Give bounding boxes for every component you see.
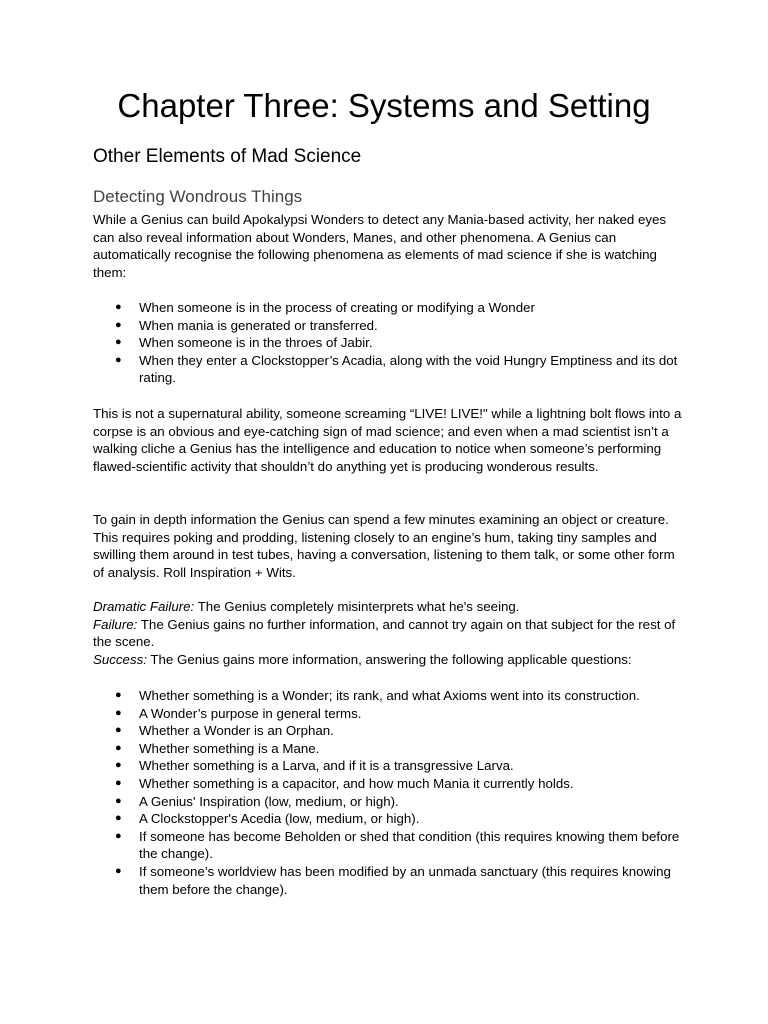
list-item-text: When someone is in the process of creating or modifying a Wonder — [139, 300, 535, 315]
bullet-icon: ● — [115, 301, 122, 313]
bullet-icon: ● — [115, 706, 122, 719]
failure-text: The Genius gains no further information, and cannot try again on that subject for the rest of the scene. — [93, 616, 676, 650]
list-item-text: When they enter a Clockstopper’s Acadia, along with the void Hungry Emptiness and its dot rating. — [139, 352, 678, 386]
list-item — [93, 740, 683, 758]
paragraph-text: To gain in depth information the Genius can spend a few minutes examining an object or creature. This requires poking and prodding, listening closely to an engine’s hum, taking tiny samples and swilling them around in test tubes, having a conversation, listening to them talk, or some other form of analysis. Roll Inspiration + Wits. — [93, 512, 675, 580]
paragraph-in-depth — [93, 511, 683, 581]
paragraph-text: While a Genius can build Apokalypsi Wonders to detect any Mania-based activity, her naked eyes can also reveal information about Wonders, Manes, and other phenomena. A Genius can automatically recognise the following phenomena as elements of mad science if she is watching them: — [93, 212, 667, 280]
list-item — [93, 757, 683, 775]
bullet-icon: ● — [115, 318, 122, 331]
bullet-icon: ● — [115, 741, 122, 754]
list-item — [93, 828, 683, 863]
subsection-heading: Detecting Wondrous Things — [93, 187, 303, 206]
success-line — [93, 651, 683, 669]
list-item — [93, 705, 683, 723]
list-item-text: Whether something is a capacitor, and how much Mania it currently holds. — [139, 775, 574, 791]
list-item-text: Whether a Wonder is an Orphan. — [139, 723, 334, 739]
success-label: Success: — [93, 651, 147, 667]
paragraph-intro — [93, 211, 683, 281]
bullet-icon: ● — [115, 794, 122, 807]
failure-line — [93, 616, 683, 651]
bullet-icon: ● — [115, 353, 122, 366]
bullet-icon: ● — [115, 689, 122, 701]
list-item-text: A Wonder’s purpose in general terms. — [139, 705, 362, 721]
list-item — [93, 299, 683, 317]
bullet-icon: ● — [115, 724, 122, 737]
list-item-text: A Genius' Inspiration (low, medium, or high). — [139, 793, 399, 809]
failure-label: Failure: — [93, 616, 138, 632]
list-item — [93, 775, 683, 793]
dramatic-failure-label: Dramatic Failure: — [93, 599, 195, 614]
list-item-text: Whether something is a Mane. — [139, 740, 320, 756]
list-item — [93, 810, 683, 828]
paragraph-text: This is not a supernatural ability, someone screaming “LIVE! LIVE!" while a lightning bolt flows into a corpse is an obvious and eye-catching sign of mad science; and even when a mad scientist isn’t a walking cliche a Genius has the intelligence and education to notice when someone’s performing flawed-scientific activity that shouldn’t do anything yet is producing wonderous results. — [93, 406, 682, 474]
list-item-text: Whether something is a Wonder; its rank, and what Axioms went into its construction. — [139, 688, 640, 703]
bullet-icon: ● — [115, 776, 122, 789]
success-text: The Genius gains more information, answering the following applicable questions: — [146, 651, 632, 667]
list-item — [93, 863, 683, 898]
list-item — [93, 687, 683, 705]
questions-list — [93, 687, 683, 898]
bullet-icon: ● — [115, 812, 122, 825]
list-item-text: If someone has become Beholden or shed that condition (this requires knowing them before the change). — [139, 828, 680, 862]
paragraph-supernatural — [93, 405, 683, 475]
bullet-icon: ● — [115, 759, 122, 772]
list-item — [93, 334, 683, 352]
bullet-icon: ● — [115, 829, 122, 842]
list-item — [93, 793, 683, 811]
dramatic-failure-text: The Genius completely misinterprets what he's seeing. — [194, 599, 520, 614]
section-heading: Other Elements of Mad Science — [93, 146, 362, 167]
bullet-icon: ● — [115, 336, 122, 349]
list-item — [93, 722, 683, 740]
list-item-text: When someone is in the throes of Jabir. — [139, 335, 373, 351]
bullet-icon: ● — [115, 864, 122, 877]
list-item — [93, 317, 683, 335]
phenomena-list — [93, 299, 683, 387]
list-item-text: Whether something is a Larva, and if it is a transgressive Larva. — [139, 758, 514, 774]
list-item-text: If someone’s worldview has been modified by an unmada sanctuary (this requires knowing them before the change). — [139, 863, 671, 897]
list-item — [93, 352, 683, 387]
roll-results — [93, 598, 683, 668]
list-item-text: When mania is generated or transferred. — [139, 317, 378, 333]
list-item-text: A Clockstopper's Acedia (low, medium, or high). — [139, 811, 420, 827]
chapter-title: Chapter Three: Systems and Setting — [117, 87, 651, 124]
dramatic-failure-line — [93, 598, 683, 616]
